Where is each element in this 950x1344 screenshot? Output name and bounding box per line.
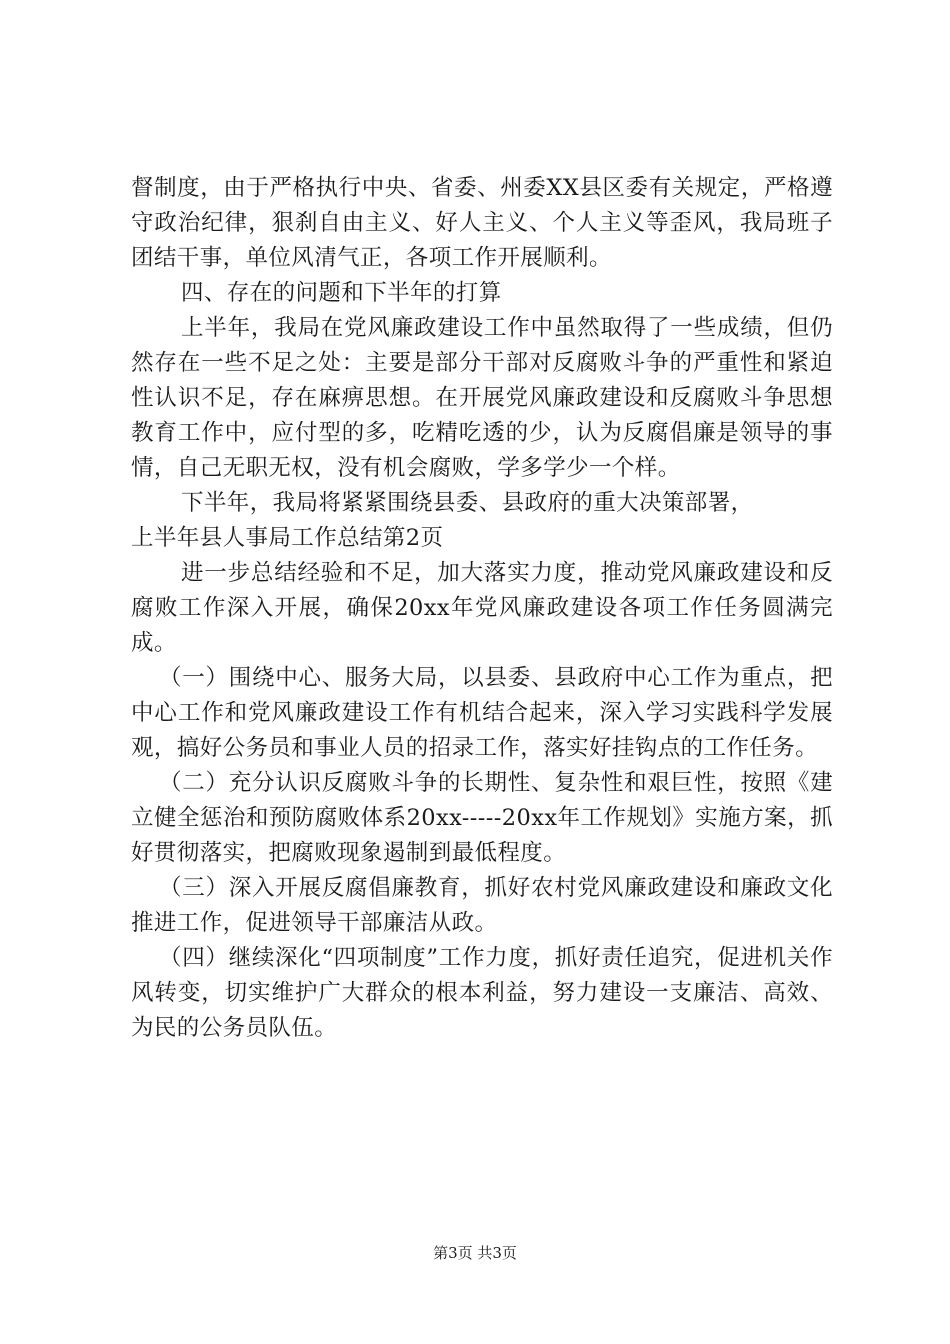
page-break-marker: 上半年县人事局工作总结第2页 [131,525,444,551]
list-item-2: （二）充分认识反腐败斗争的长期性、复杂性和艰巨性，按照《建立健全惩治和预防腐败体系20xx-----20xx年工作规划》实施方案，抓好贯彻落实，把腐败现象遏制到最低程度。 [131,770,833,866]
paragraph-plan-continued: 进一步总结经验和不足，加大落实力度，推动党风廉政建设和反腐败工作深入开展，确保20xx年党风廉政建设各项工作任务圆满完成。 [131,560,833,656]
paragraph-problems: 上半年，我局在党风廉政建设工作中虽然取得了一些成绩，但仍然存在一些不足之处：主要是部分干部对反腐败斗争的严重性和紧迫性认识不足，存在麻痹思想。在开展党风廉政建设和反腐败斗争思想教育工作中，应付型的多，吃精吃透的少，认为反腐倡廉是领导的事情，自己无职无权，没有机会腐败，学多学少一个样。 [131,315,833,481]
section-heading: 四、存在的问题和下半年的打算 [181,280,502,306]
page-footer: 第3页 共3页 [433,1244,517,1262]
list-item-3: （三）深入开展反腐倡廉教育，抓好农村党风廉政建设和廉政文化推进工作，促进领导干部廉洁从政。 [131,875,833,936]
list-item-1: （一）围绕中心、服务大局，以县委、县政府中心工作为重点，把中心工作和党风廉政建设工作有机结合起来，深入学习实践科学发展观，搞好公务员和事业人员的招录工作，落实好挂钩点的工作任务。 [131,665,833,761]
paragraph-plan-intro: 下半年，我局将紧紧围绕县委、县政府的重大决策部署， [181,490,754,516]
list-item-4: （四）继续深化“四项制度”工作力度，抓好责任追究，促进机关作风转变，切实维护广大群众的根本利益，努力建设一支廉洁、高效、为民的公务员队伍。 [131,945,833,1041]
paragraph-continuation: 督制度，由于严格执行中央、省委、州委XX县区委有关规定，严格遵守政治纪律，狠刹自由主义、好人主义、个人主义等歪风，我局班子团结干事，单位风清气正，各项工作开展顺利。 [131,175,833,271]
document-body [131,171,833,1046]
